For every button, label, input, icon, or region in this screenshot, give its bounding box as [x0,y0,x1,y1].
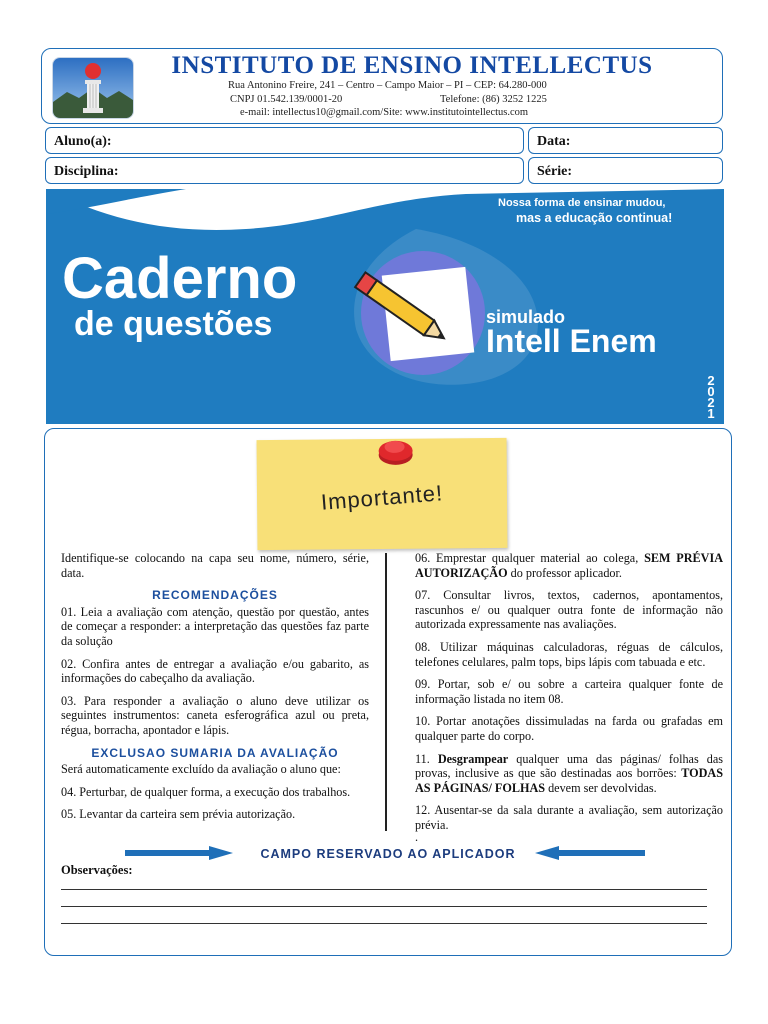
recommendation-03: 03. Para responder a avaliação o aluno deve utilizar os seguintes instrumentos: caneta esferográfica azul ou preta, régua, borracha, apontador e lápis. [61,693,369,737]
recommendation-01: 01. Leia a avaliação com atenção, questão por questão, antes de começar a responder: a interpretação das questões faz parte da solução [61,604,369,648]
column-divider [385,553,387,831]
banner-brand: Intell Enem [486,323,657,359]
institute-header [41,48,723,124]
banner-simulado: simulado [486,307,566,327]
institute-name: INSTITUTO DE ENSINO INTELLECTUS [171,52,653,79]
observations-label: Observações: [61,863,133,877]
banner-title-caderno: Caderno [62,246,298,311]
exclusion-07: 07. Consultar livros, textos, cadernos, apontamentos, rascunhos e/ ou qualquer outra fonte de informação não autorizada expressamente nas avaliações. [415,588,723,632]
important-sticky-note [257,438,508,550]
banner-year: 2021 [707,373,715,421]
date-field[interactable] [528,127,723,154]
observation-line[interactable] [61,889,707,890]
exclusion-09: 09. Portar, sob e/ ou sobre a carteira qualquer fonte de informação listada no item 08. [415,677,723,706]
institute-cnpj: CNPJ 01.542.139/0001-20 [230,94,343,105]
exclusion-10: 10. Portar anotações dissimuladas na farda ou grafadas em qualquer parte do corpo. [415,714,723,743]
grade-label: Série: [537,164,572,179]
banner-slogan-1: Nossa forma de ensinar mudou, [498,197,666,209]
exclusion-06: 06. Emprestar qualquer material ao colega, SEM PRÉVIA AUTORIZAÇÃO do professor aplicador. [415,551,723,580]
exclusion-08: 08. Utilizar máquinas calculadoras, réguas de cálculos, telefones celulares, palm tops, bips lápis com tabuada e etc. [415,639,723,669]
exclusion-05: 05. Levantar da carteira sem prévia autorização. [61,807,296,822]
arrow-left-icon [535,846,645,860]
observation-line[interactable] [61,923,707,924]
important-note-text: Importante! [320,480,444,515]
subject-label: Disciplina: [54,164,119,179]
recommendations-title: RECOMENDAÇÕES [152,588,278,603]
subject-field[interactable] [45,157,524,184]
recommendation-02: 02. Confira antes de entregar a avaliação e/ou gabarito, as informações do cabeçalho da avaliação. [61,656,369,686]
left-instructions-column [61,551,369,830]
institute-phone: Telefone: (86) 3252 1225 [440,94,547,105]
exclusion-04: 04. Perturbar, de qualquer forma, a execução dos trabalhos. [61,784,351,799]
exclusion-12: 12. Ausentar-se da sala durante a avaliação, sem autorização prévia. [415,803,723,832]
campo-reservado-title: CAMPO RESERVADO AO APLICADOR [260,847,516,861]
grade-field[interactable] [528,157,723,184]
student-label: Aluno(a): [54,134,112,149]
instructions-panel [44,428,732,956]
pushpin-icon [374,435,414,469]
banner-slogan-2: mas a educação continua! [516,211,673,225]
institute-address: Rua Antonino Freire, 241 – Centro – Campo Maior – PI – CEP: 64.280-000 [228,80,547,91]
exclusion-12-dot: . [415,829,419,844]
exclusion-title: EXCLUSAO SUMARIA DA AVALIAÇÃO [91,745,339,760]
date-label: Data: [537,134,571,149]
right-instructions-column [415,551,723,844]
student-field[interactable] [45,127,524,154]
exclusion-11: 11. Desgrampear qualquer uma das páginas/ folhas das provas, inclusive as que são destinadas aos borrões: TODAS AS PÁGINAS/ FOLHAS devem ser devolvidas. [415,751,723,795]
intro-text: Identifique-se colocando na capa seu nome, número, série, data. [61,551,369,580]
exclusion-intro: Será automaticamente excluído da avaliação o aluno que: [61,762,341,777]
institute-email-site: e-mail: intellectus10@gmail.com/Site: www.institutointellectus.com [240,107,529,118]
cover-banner [46,189,724,424]
observation-line[interactable] [61,906,707,907]
banner-title-questoes: de questões [74,305,273,343]
